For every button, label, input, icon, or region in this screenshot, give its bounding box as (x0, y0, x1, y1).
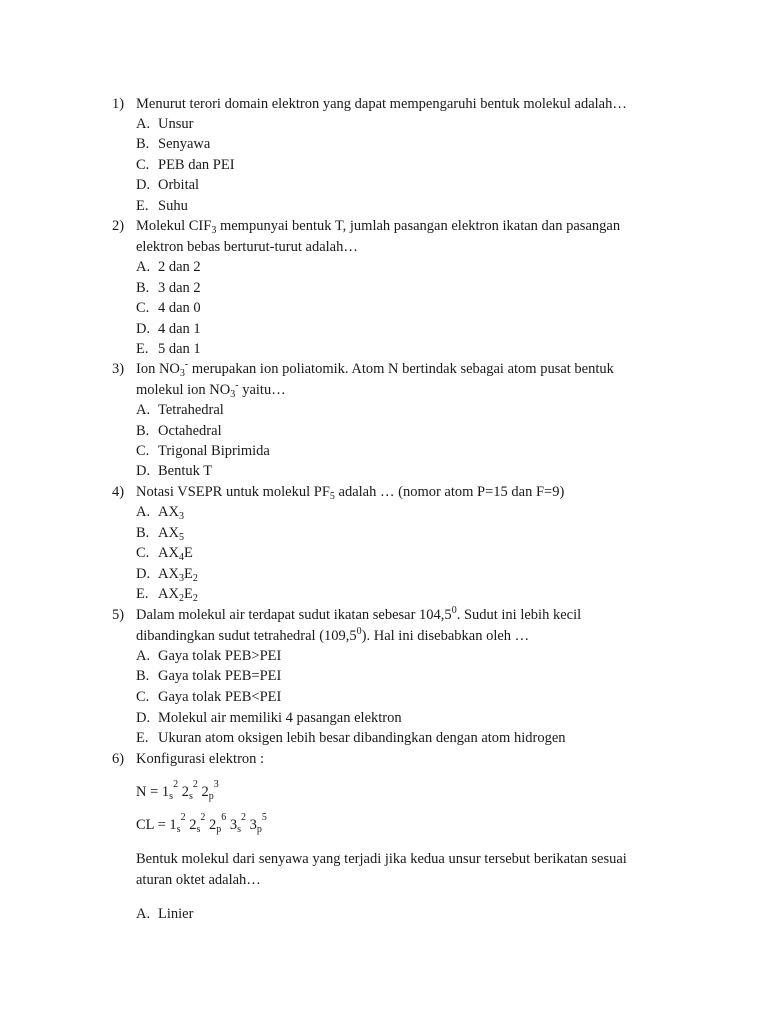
question-3-text: Ion $NO_3^-$ merupakan ion poliatomik. Atom N bertindak sebagai atom pusat bentuk (136, 359, 614, 379)
q5-option-a-letter: A. (136, 648, 151, 664)
q5-option-b-letter: B. (136, 668, 150, 684)
q1-option-d-text: Orbital (158, 177, 200, 193)
q2-option-d-text: 4 dan 1 (158, 321, 201, 337)
question-2-text: Molekul $CIF_3$ mempunyai bentuk T, jumlah pasangan elektron ikatan dan pasangan (136, 218, 621, 236)
q4-option-e-formula: $AX_2E_2$ (158, 586, 198, 604)
q4-option-c-formula: $AX_4E$ (158, 545, 193, 563)
q2-option-d-letter: D. (136, 321, 151, 337)
question-4-number: 4) (112, 484, 125, 500)
q5-option-e-letter: E. (136, 730, 149, 746)
q1-option-d-letter: D. (136, 177, 151, 193)
q3-option-a-letter: A. (136, 402, 151, 418)
q3-option-c-letter: C. (136, 443, 150, 459)
q4-option-b-formula: $AX_5$ (158, 525, 184, 543)
question-6-text: Konfigurasi elektron : (136, 751, 265, 767)
q4-option-d-letter: D. (136, 566, 151, 582)
q1-option-e-letter: E. (136, 198, 149, 214)
q1-option-a-letter: A. (136, 116, 151, 132)
q5-option-b-text: Gaya tolak PEB=PEI (158, 668, 282, 684)
n-electron-configuration: $N = 1_s^2$ $2_s^2$ $2_p^3$ (136, 779, 219, 802)
q5-option-c-text: Gaya tolak PEB<PEI (158, 689, 282, 705)
q5-option-d-letter: D. (136, 710, 151, 726)
q2-option-e-text: 5 dan 1 (158, 341, 201, 357)
q1-option-c-text: PEB dan PEI (158, 157, 235, 173)
q3-option-d-letter: D. (136, 463, 151, 479)
q3-option-c-text: Trigonal Biprimida (158, 443, 270, 459)
q5-option-c-letter: C. (136, 689, 150, 705)
q3-option-a-text: Tetrahedral (158, 402, 224, 418)
q2-option-b-text: 3 dan 2 (158, 280, 201, 296)
q2-option-c-text: 4 dan 0 (158, 300, 201, 316)
q5-option-e-text: Ukuran atom oksigen lebih besar dibandingkan dengan atom hidrogen (158, 730, 566, 746)
q1-option-c-letter: C. (136, 157, 150, 173)
q4-option-e-letter: E. (136, 586, 149, 602)
question-6-prompt-line-1: Bentuk molekul dari senyawa yang terjadi jika kedua unsur tersebut berikatan sesuai (136, 851, 627, 867)
q4-option-c-letter: C. (136, 545, 150, 561)
question-2-text-line-2: elektron bebas berturut-turut adalah… (136, 239, 358, 255)
q3-option-b-letter: B. (136, 423, 150, 439)
q4-option-b-letter: B. (136, 525, 150, 541)
q3-option-d-text: Bentuk T (158, 463, 213, 479)
q4-option-a-formula: $AX_3$ (158, 504, 184, 522)
q1-option-e-text: Suhu (158, 198, 188, 214)
question-6-prompt-line-2: aturan oktet adalah… (136, 872, 261, 888)
question-3-text-line-2: molekul ion $NO_3^-$ yaitu… (136, 380, 286, 400)
q6-option-a-text: Linier (158, 906, 194, 922)
q1-option-b-text: Senyawa (158, 136, 211, 152)
q4-option-a-letter: A. (136, 504, 151, 520)
cl-electron-configuration: CL = $1_s^2$ $2_s^2$ $2_p^6$ $3_s^2$ $3_p^5$ (136, 812, 267, 835)
q2-option-a-text: 2 dan 2 (158, 259, 201, 275)
q1-option-a-text: Unsur (158, 116, 194, 132)
q5-option-d-text: Molekul air memiliki 4 pasangan elektron (158, 710, 402, 726)
question-1-number: 1) (112, 96, 125, 112)
q2-option-b-letter: B. (136, 280, 150, 296)
question-2-number: 2) (112, 218, 125, 234)
q5-option-a-text: Gaya tolak PEB>PEI (158, 648, 282, 664)
q2-option-e-letter: E. (136, 341, 149, 357)
question-1-text: Menurut terori domain elektron yang dapat mempengaruhi bentuk molekul adalah… (136, 96, 627, 112)
question-5-text: Dalam molekul air terdapat sudut ikatan sebesar 104,5$^0$. Sudut ini lebih kecil (136, 605, 582, 623)
question-6-number: 6) (112, 751, 125, 767)
q4-option-d-formula: $AX_3E_2$ (158, 566, 198, 584)
q6-option-a-letter: A. (136, 906, 151, 922)
q2-option-c-letter: C. (136, 300, 150, 316)
q3-option-b-text: Octahedral (158, 423, 222, 439)
question-5-text-line-2: dibandingkan sudut tetrahedral (109,5$^0$). Hal ini disebabkan oleh … (136, 626, 530, 644)
question-4-text: Notasi VSEPR untuk molekul $PF_5$ adalah … (nomor atom P=15 dan F=9) (136, 484, 565, 502)
q2-option-a-letter: A. (136, 259, 151, 275)
q1-option-b-letter: B. (136, 136, 150, 152)
question-3-number: 3) (112, 361, 125, 377)
question-5-number: 5) (112, 607, 125, 623)
